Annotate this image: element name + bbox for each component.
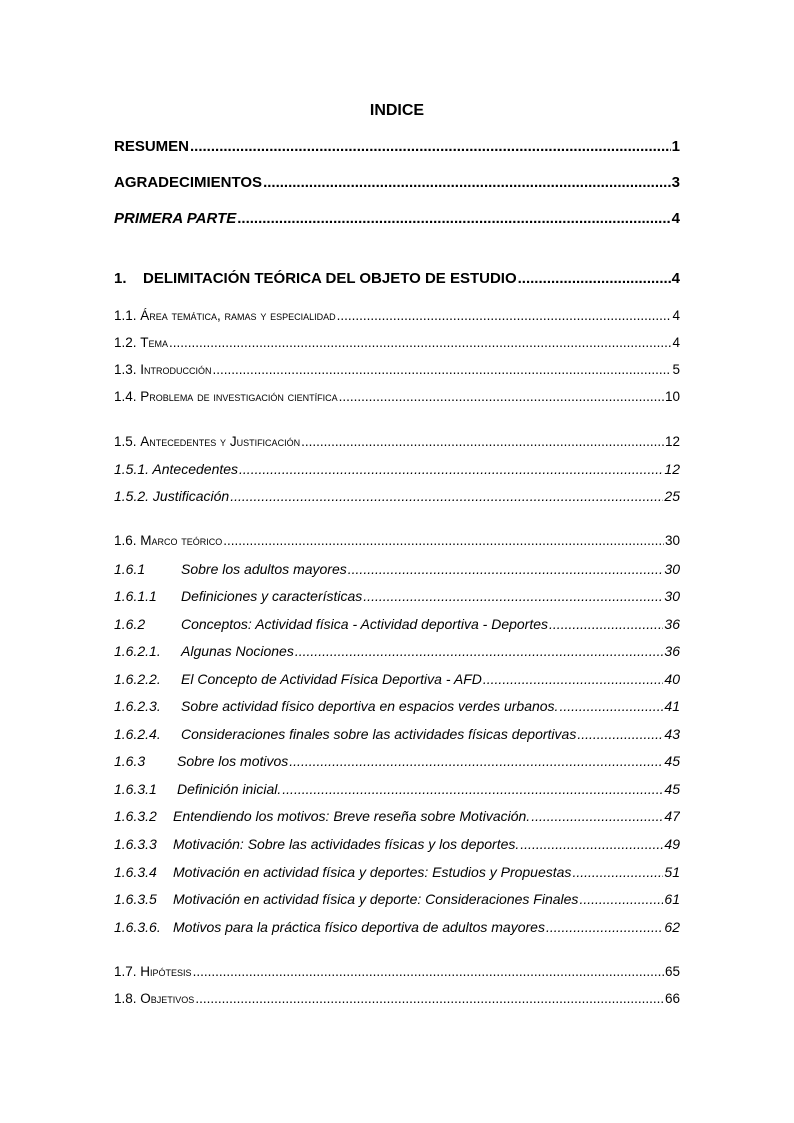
toc-number: 1. (114, 270, 127, 287)
toc-label: Motivación en actividad física y deportes: Estudios y Propuestas (173, 864, 572, 880)
toc-label: Definiciones y características (181, 588, 363, 604)
toc-entry-1-6-3-4[interactable] (114, 864, 680, 880)
toc-page-number: 47 (664, 808, 680, 824)
toc-number: 1.6.3.2 (114, 808, 157, 824)
toc-entry-1-6-2-1[interactable] (114, 643, 680, 659)
toc-page-number: 30 (664, 533, 680, 548)
toc-label: Entendiendo los motivos: Breve reseña sobre Motivación. (173, 808, 531, 824)
toc-number: 1.6.3.4 (114, 864, 157, 880)
toc-page-number: 40 (664, 671, 680, 687)
toc-page-number: 30 (664, 561, 680, 577)
dot-leader (289, 753, 663, 769)
toc-label: Sobre los motivos (177, 753, 289, 769)
toc-page-number: 1 (671, 138, 680, 155)
toc-number: 1.3. (114, 362, 137, 377)
toc-label: Definición inicial. (177, 781, 282, 797)
dot-leader (223, 533, 664, 548)
dot-leader (193, 964, 664, 979)
toc-label: DELIMITACIÓN TEÓRICA DEL OBJETO DE ESTUDIO (143, 270, 517, 287)
toc-entry-1-6-3[interactable] (114, 753, 680, 769)
dot-leader (195, 991, 664, 1006)
dot-leader (363, 588, 663, 604)
toc-entry-primera-parte[interactable] (114, 210, 680, 227)
toc-label: RESUMEN (114, 138, 190, 155)
dot-leader (348, 561, 664, 577)
toc-label: Justificación (152, 488, 230, 504)
toc-entry-1-3[interactable] (114, 362, 680, 377)
toc-label: Objetivos (140, 991, 195, 1006)
toc-label: Sobre los adultos mayores (181, 561, 347, 577)
toc-label: Hipótesis (140, 964, 192, 979)
dot-leader (213, 362, 672, 377)
toc-page-number: 30 (664, 588, 680, 604)
dot-leader (518, 270, 671, 287)
toc-number: 1.1. (114, 308, 137, 323)
toc-label: Área temática, ramas y especialidad (140, 308, 336, 323)
toc-number: 1.6.2 (114, 616, 146, 632)
toc-page-number: 66 (664, 991, 680, 1006)
toc-label: Consideraciones finales sobre las actividades físicas deportivas (181, 726, 577, 742)
toc-label: Antecedentes y Justificación (140, 434, 301, 449)
toc-entry-chapter-1[interactable] (114, 270, 680, 287)
toc-number: 1.6.3.1 (114, 781, 157, 797)
toc-number: 1.6. (114, 533, 137, 548)
toc-label: Antecedentes (152, 461, 239, 477)
dot-leader (230, 488, 663, 504)
dot-leader (577, 726, 663, 742)
toc-number: 1.6.3.3 (114, 836, 157, 852)
toc-label: Problema de investigación científica (140, 389, 338, 404)
toc-label: Conceptos: Actividad física - Actividad deportiva - Deportes (181, 616, 549, 632)
toc-number: 1.6.3 (114, 753, 146, 769)
dot-leader (237, 210, 670, 227)
toc-page-number: 49 (664, 836, 680, 852)
toc-page-number: 5 (672, 362, 680, 377)
toc-entry-1-6-2-3[interactable] (114, 698, 680, 714)
page-title: INDICE (369, 102, 425, 119)
toc-page-number: 36 (664, 643, 680, 659)
dot-leader (339, 389, 664, 404)
toc-entry-1-5[interactable] (114, 434, 680, 449)
toc-entry-agradecimientos[interactable] (114, 174, 680, 191)
dot-leader (337, 308, 672, 323)
toc-number: 1.6.2.1. (114, 643, 161, 659)
toc-entry-1-6-2-4[interactable] (114, 726, 680, 742)
toc-number: 1.6.2.4. (114, 726, 161, 742)
toc-number: 1.6.3.6. (114, 919, 161, 935)
toc-label: Motivación en actividad física y deporte: Consideraciones Finales (173, 891, 579, 907)
dot-leader (579, 891, 663, 907)
toc-entry-1-6-3-1[interactable] (114, 781, 680, 797)
toc-label: Algunas Nociones (181, 643, 294, 659)
toc-page-number: 25 (664, 488, 680, 504)
toc-page-number: 12 (664, 461, 680, 477)
toc-label: Tema (140, 335, 169, 350)
dot-leader (190, 138, 671, 155)
toc-label: El Concepto de Actividad Física Deportiva - AFD (181, 671, 482, 687)
toc-page-number: 4 (671, 210, 680, 227)
toc-number: 1.5.2. (114, 488, 150, 504)
toc-page-number: 4 (672, 308, 680, 323)
toc-entry-1-6-1-1[interactable] (114, 588, 680, 604)
dot-leader (546, 919, 663, 935)
toc-entry-1-6-3-6[interactable] (114, 919, 680, 935)
toc-label: Marco teórico (140, 533, 223, 548)
dot-leader (263, 174, 671, 191)
toc-page-number: 45 (664, 753, 680, 769)
toc-label: Introducción (140, 362, 212, 377)
toc-number: 1.6.1 (114, 561, 146, 577)
dot-leader (301, 434, 664, 449)
toc-label: Motivos para la práctica físico deportiva de adultos mayores (173, 919, 545, 935)
toc-page-number: 65 (664, 964, 680, 979)
toc-number: 1.5.1. (114, 461, 150, 477)
toc-label: AGRADECIMIENTOS (114, 174, 263, 191)
dot-leader (549, 616, 663, 632)
toc-label: Motivación: Sobre las actividades físicas y los deportes. (173, 836, 520, 852)
dot-leader (295, 643, 664, 659)
toc-entry-resumen[interactable] (114, 138, 680, 155)
toc-number: 1.6.2.3. (114, 698, 161, 714)
toc-page-number: 4 (672, 335, 680, 350)
toc-entry-1-6-3-3[interactable] (114, 836, 680, 852)
toc-page-number: 45 (664, 781, 680, 797)
dot-leader (531, 808, 663, 824)
dot-leader (169, 335, 671, 350)
toc-entry-1-7[interactable] (114, 964, 680, 979)
toc-page-number: 36 (664, 616, 680, 632)
toc-number: 1.2. (114, 335, 137, 350)
dot-leader (559, 698, 663, 714)
toc-number: 1.7. (114, 964, 137, 979)
toc-page-number: 51 (664, 864, 680, 880)
toc-page-number: 4 (671, 270, 680, 287)
toc-number: 1.5. (114, 434, 137, 449)
toc-number: 1.4. (114, 389, 137, 404)
toc-entry-1-6-3-2[interactable] (114, 808, 680, 824)
toc-entry-1-6-2-2[interactable] (114, 671, 680, 687)
toc-page-number: 12 (664, 434, 680, 449)
toc-label: Sobre actividad físico deportiva en espacios verdes urbanos. (181, 698, 559, 714)
toc-entry-1-6[interactable] (114, 533, 680, 548)
toc-entry-1-8[interactable] (114, 991, 680, 1006)
toc-number: 1.8. (114, 991, 137, 1006)
toc-page-number: 10 (664, 389, 680, 404)
toc-page-number: 41 (664, 698, 680, 714)
toc-entry-1-6-2[interactable] (114, 616, 680, 632)
toc-entry-1-2[interactable] (114, 335, 680, 350)
dot-leader (520, 836, 663, 852)
dot-leader (282, 781, 663, 797)
toc-label: PRIMERA PARTE (114, 210, 237, 227)
toc-page-number: 62 (664, 919, 680, 935)
toc-page-number: 61 (664, 891, 680, 907)
dot-leader (572, 864, 663, 880)
toc-entry-1-6-1[interactable] (114, 561, 680, 577)
toc-entry-1-6-3-5[interactable] (114, 891, 680, 907)
dot-leader (239, 461, 663, 477)
toc-page-number: 43 (664, 726, 680, 742)
toc-number: 1.6.3.5 (114, 891, 157, 907)
toc-page-number: 3 (671, 174, 680, 191)
toc-entry-1-5-1[interactable] (114, 461, 680, 477)
toc-number: 1.6.2.2. (114, 671, 161, 687)
toc-entry-1-1[interactable] (114, 308, 680, 323)
toc-entry-1-5-2[interactable] (114, 488, 680, 504)
dot-leader (483, 671, 664, 687)
toc-number: 1.6.1.1 (114, 588, 157, 604)
toc-entry-1-4[interactable] (114, 389, 680, 404)
